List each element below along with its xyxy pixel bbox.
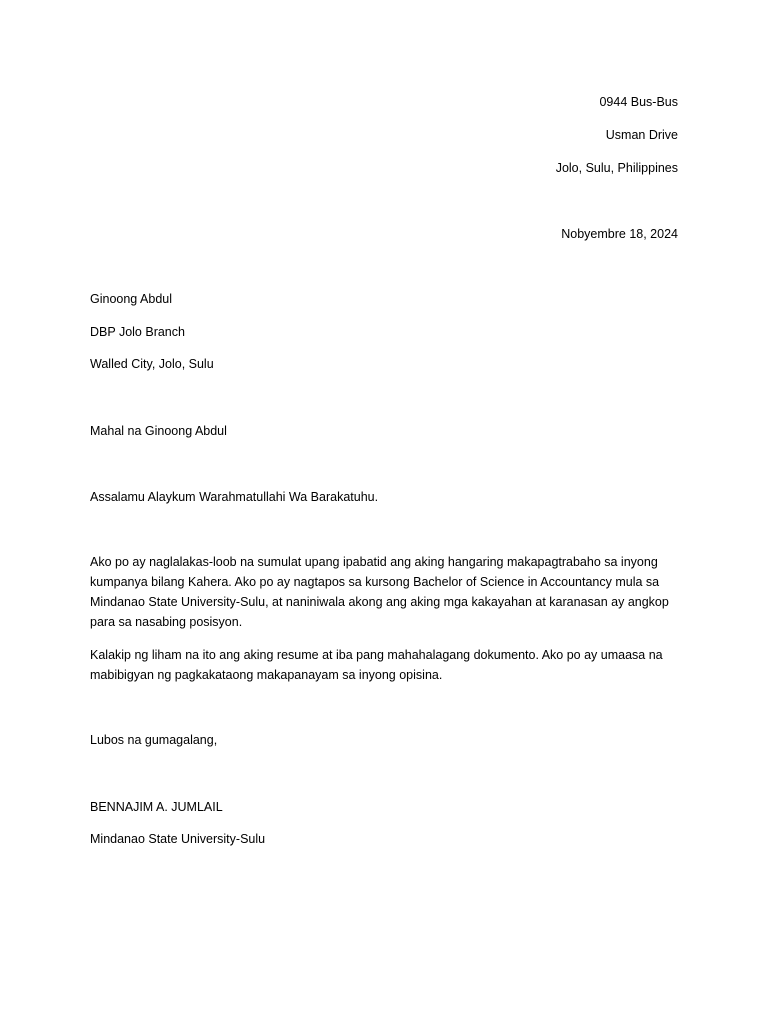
sender-address-line3: Jolo, Sulu, Philippines <box>555 161 678 175</box>
recipient-address: Walled City, Jolo, Sulu <box>90 357 214 371</box>
signature-affiliation: Mindanao State University-Sulu <box>90 832 266 846</box>
body-paragraph-2: Kalakip ng liham na ito ang aking resume at iba pang mahahalagang dokumento. Ako po ay umaasa na mabibigyan ng pagkakataong makapanayam sa inyong opisina. <box>90 648 663 682</box>
recipient-organization: DBP Jolo Branch <box>90 325 185 339</box>
signature-name: BENNAJIM A. JUMLAIL <box>90 800 223 814</box>
sender-address-line2: Usman Drive <box>605 128 678 142</box>
greeting: Assalamu Alaykum Warahmatullahi Wa Barakatuhu. <box>90 490 379 504</box>
body-paragraph-1: Ako po ay naglalakas-loob na sumulat upang ipabatid ang aking hangaring makapagtrabaho sa inyong kumpanya bilang Kahera. Ako po ay nagtapos sa kursong Bachelor of Science in Accountancy mula sa Mindanao State University-Sulu, at naniniwala akong ang aking mga kakayahan at karanasan ay angkop para sa nasabing posisyon. <box>90 555 669 629</box>
closing: Lubos na gumagalang, <box>90 733 218 747</box>
letter-date: Nobyembre 18, 2024 <box>561 227 678 241</box>
salutation: Mahal na Ginoong Abdul <box>90 424 227 438</box>
sender-address-line1: 0944 Bus-Bus <box>599 95 678 109</box>
recipient-name: Ginoong Abdul <box>90 292 173 306</box>
